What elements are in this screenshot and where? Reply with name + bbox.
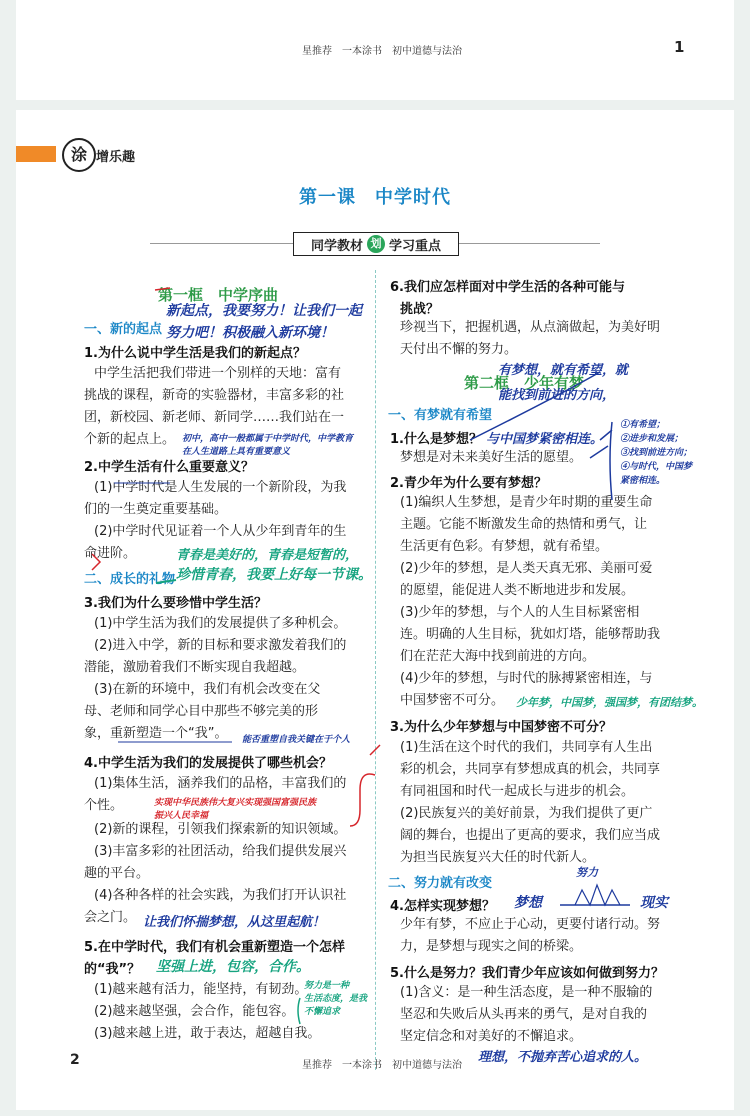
banner-mid: 划 [367, 235, 385, 253]
handwriting-label-effort: 努力 [576, 866, 598, 879]
handwriting-note-2a: 初中，高中一般都属于中学时代，中学教育 [182, 434, 354, 444]
blue-arrow [590, 446, 608, 458]
handwriting-note-3a: 青春是美好的，青春是短暂的， [176, 548, 359, 563]
left-question-1: 1.为什么说中学生活是我们的新起点？ [84, 346, 306, 361]
line: 紧密相连。 [620, 476, 666, 486]
pencil-mark [92, 554, 100, 570]
right-section-1: 一、有梦就有希望 [388, 408, 493, 423]
left-question-4: 4.中学生活为我们的发展提供了哪些机会？ [84, 756, 332, 771]
line: (3)在新的环境中，我们有机会改变在父 [94, 682, 321, 697]
line: (2)新的课程，引领我们探索新的知识领域。 [94, 822, 347, 837]
line: 努力是一种 [304, 981, 350, 991]
handwriting-note-r5: 理想，不抛弃苦心追求的人。 [478, 1050, 648, 1065]
line: 主题。它能不断激发生命的热情和勇气，让 [400, 517, 648, 532]
line: (3)丰富多彩的社团活动，给我们提供发展兴 [94, 844, 347, 859]
line: (2)中学时代见证着一个人从少年到青年的生 [94, 524, 347, 539]
line: 坚忍和失败后从头再来的勇气，是对自我的 [400, 1007, 648, 1022]
line: (3)少年的梦想，与个人的人生目标紧密相 [400, 605, 640, 620]
line: 天付出不懈的努力。 [400, 342, 518, 357]
line: 挑战的课程，新奇的实验器材，丰富多彩的社 [84, 388, 345, 403]
right-section-2: 二、努力就有改变 [388, 876, 493, 891]
left-section-1: 一、新的起点 [84, 322, 163, 337]
right-question-5: 5.什么是努力？我们青少年应该如何做到努力？ [390, 966, 664, 981]
line: 少年有梦，不应止于心动，更要付诸行动。努 [400, 917, 661, 932]
right-question-4: 4.怎样实现梦想？ [390, 899, 495, 914]
logo-text: 增乐趣 [96, 150, 136, 165]
blue-arrow [470, 372, 600, 440]
page-number-top: 1 [674, 38, 685, 56]
line: (2)进入中学，新的目标和要求激发着我们的 [94, 638, 347, 653]
page-number-bottom: 2 [70, 1052, 80, 1068]
pencil-mark [155, 288, 170, 290]
line: 有同祖国和时代一起成长与进步的机会。 [400, 784, 635, 799]
handwriting-note-4: 能否重塑自我关键在于个人 [242, 735, 351, 745]
right-question-6b: 挑战？ [400, 302, 440, 317]
line: 中国梦密不可分。 [400, 693, 505, 708]
line: 阔的舞台，也提出了更高的要求，我们应当成 [400, 828, 661, 843]
brace-mark [298, 998, 300, 1024]
red-connector [350, 774, 375, 826]
left-frame-title: 第一框 中学序曲 [158, 286, 279, 304]
line: ①有希望； [620, 420, 666, 430]
handwriting-note-7: 坚强上进，包容，合作。 [156, 959, 310, 975]
banner-right: 学习重点 [389, 238, 442, 254]
running-footer: 星推荐 一本涂书 初中道德与法治 [302, 1060, 462, 1071]
line: (4)少年的梦想，与时代的脉搏紧密相连，与 [400, 671, 653, 686]
left-question-5b: 的“我”？ [84, 962, 141, 977]
line: 潜能，激励着我们不断实现自我超越。 [84, 660, 306, 675]
right-question-6a: 6.我们应怎样面对中学生活的各种可能与 [390, 280, 625, 295]
right-frame-title: 第二框 少年有梦 [464, 374, 585, 392]
line: (1)生活在这个时代的我们，共同享有人生出 [400, 740, 653, 755]
line: 连。明确的人生目标，犹如灯塔，能够帮助我 [400, 627, 661, 642]
line: 团，新校园、新老师、新同学……我们站在一 [84, 410, 345, 425]
handwriting-note-3b: 珍惜青春，我要上好每一节课。 [176, 567, 372, 583]
stair-sketch [575, 885, 620, 905]
handwriting-label-reality: 现实 [640, 895, 668, 911]
line: 力，是梦想与现实之间的桥梁。 [400, 939, 583, 954]
handwriting-note-1a: 新起点，我要努力！让我们一起 [166, 303, 362, 319]
right-question-1: 1.什么是梦想？ [390, 432, 482, 447]
line: (3)越来越上进，敢于表达，超越自我。 [94, 1026, 321, 1041]
line: (1)越来越有活力，能坚持，有韧劲。 [94, 982, 308, 997]
right-question-3: 3.为什么少年梦想与中国梦密不可分？ [390, 720, 612, 735]
line: 为担当民族复兴大任的时代新人。 [400, 850, 596, 865]
line: (1)集体生活，涵养我们的品格，丰富我们的 [94, 776, 347, 791]
left-question-2: 2.中学生活有什么重要意义？ [84, 460, 254, 475]
line: 中学生活把我们带进一个别样的天地：富有 [94, 366, 342, 381]
left-question-3: 3.我们为什么要珍惜中学生活？ [84, 596, 267, 611]
banner-left: 同学教材 [310, 238, 363, 254]
right-question-2: 2.青少年为什么要有梦想？ [390, 476, 547, 491]
line: 生活态度，是我 [304, 994, 368, 1004]
line: 坚定信念和对美好的不懈追求。 [400, 1029, 583, 1044]
line: 个新的起点上。 [84, 432, 176, 447]
brace-mark [610, 422, 612, 500]
line: 母、老师和同学心目中那些不够完美的形 [84, 704, 319, 719]
handwriting-note-2b: 在人生道路上具有重要意义 [182, 447, 291, 457]
line: 们的一生奠定重要基础。 [84, 502, 228, 517]
handwriting-note-6: 让我们怀揣梦想，从这里起航！ [143, 915, 326, 930]
line: ②进步和发展； [620, 434, 684, 444]
line: 彩的机会，共同享有梦想成真的机会，共同享 [400, 762, 661, 777]
handwriting-note-5a: 实现中华民族伟大复兴实现强国富强民族 [154, 798, 317, 808]
handwriting-note-r1: 有梦想，就有希望，就 [498, 363, 629, 378]
line: ④与时代，中国梦 [620, 462, 693, 472]
line: (1)中学生活为我们的发展提供了多种机会。 [94, 616, 347, 631]
handwriting-label-dream: 梦想 [514, 895, 542, 911]
line: (2)越来越坚强，会合作，能包容。 [94, 1004, 295, 1019]
line: 的愿望，能促进人类不断地进步和发展。 [400, 583, 635, 598]
line: ③找到前进方向； [620, 448, 693, 458]
line: (1)中学时代是人生发展的一个新阶段，为我 [94, 480, 347, 495]
line: 们在茫茫大海中找到前进的方向。 [400, 649, 596, 664]
line: (2)民族复兴的美好前景，为我们提供了更广 [400, 806, 653, 821]
lesson-title: 第一课 中学时代 [299, 187, 451, 208]
handwriting-note-1b: 努力吧！积极融入新环境！ [166, 325, 334, 341]
handwriting-note-r2: 能找到前进的方向， [498, 388, 616, 403]
red-connector [370, 745, 380, 755]
handwriting-note-r3: 与中国梦紧密相连。 [486, 432, 604, 447]
line: 命进阶。 [84, 546, 137, 561]
line: 个性。 [84, 798, 124, 813]
line: (1)编织人生梦想，是青少年时期的重要生命 [400, 495, 653, 510]
green-arrow [156, 580, 176, 583]
line: 会之门。 [84, 910, 137, 925]
left-section-2: 二、成长的礼物 [84, 572, 176, 587]
left-question-5a: 5.在中学时代，我们有机会重新塑造一个怎样 [84, 940, 345, 955]
line: (1)含义：是一种生活态度，是一种不服输的 [400, 985, 653, 1000]
handwriting-note-5b: 振兴人民幸福 [154, 811, 209, 821]
right-answer-1: 梦想是对未来美好生活的愿望。 [400, 450, 583, 465]
line: (2)少年的梦想，是人类天真无邪、美丽可爱 [400, 561, 653, 576]
line: 不懈追求 [304, 1007, 341, 1017]
handwriting-note-r4: 少年梦，中国梦，强国梦，有团结梦。 [516, 696, 703, 709]
running-header: 星推荐 一本涂书 初中道德与法治 [302, 46, 462, 57]
line: 生活更有色彩。有梦想，就有希望。 [400, 539, 609, 554]
logo-circle: 涂 [62, 138, 96, 172]
line: 象，重新塑造一个“我”。 [84, 726, 228, 741]
line: 趣的平台。 [84, 866, 150, 881]
line: 珍视当下，把握机遇，从点滴做起，为美好明 [400, 320, 661, 335]
line: (4)各种各样的社会实践，为我们打开认识社 [94, 888, 347, 903]
